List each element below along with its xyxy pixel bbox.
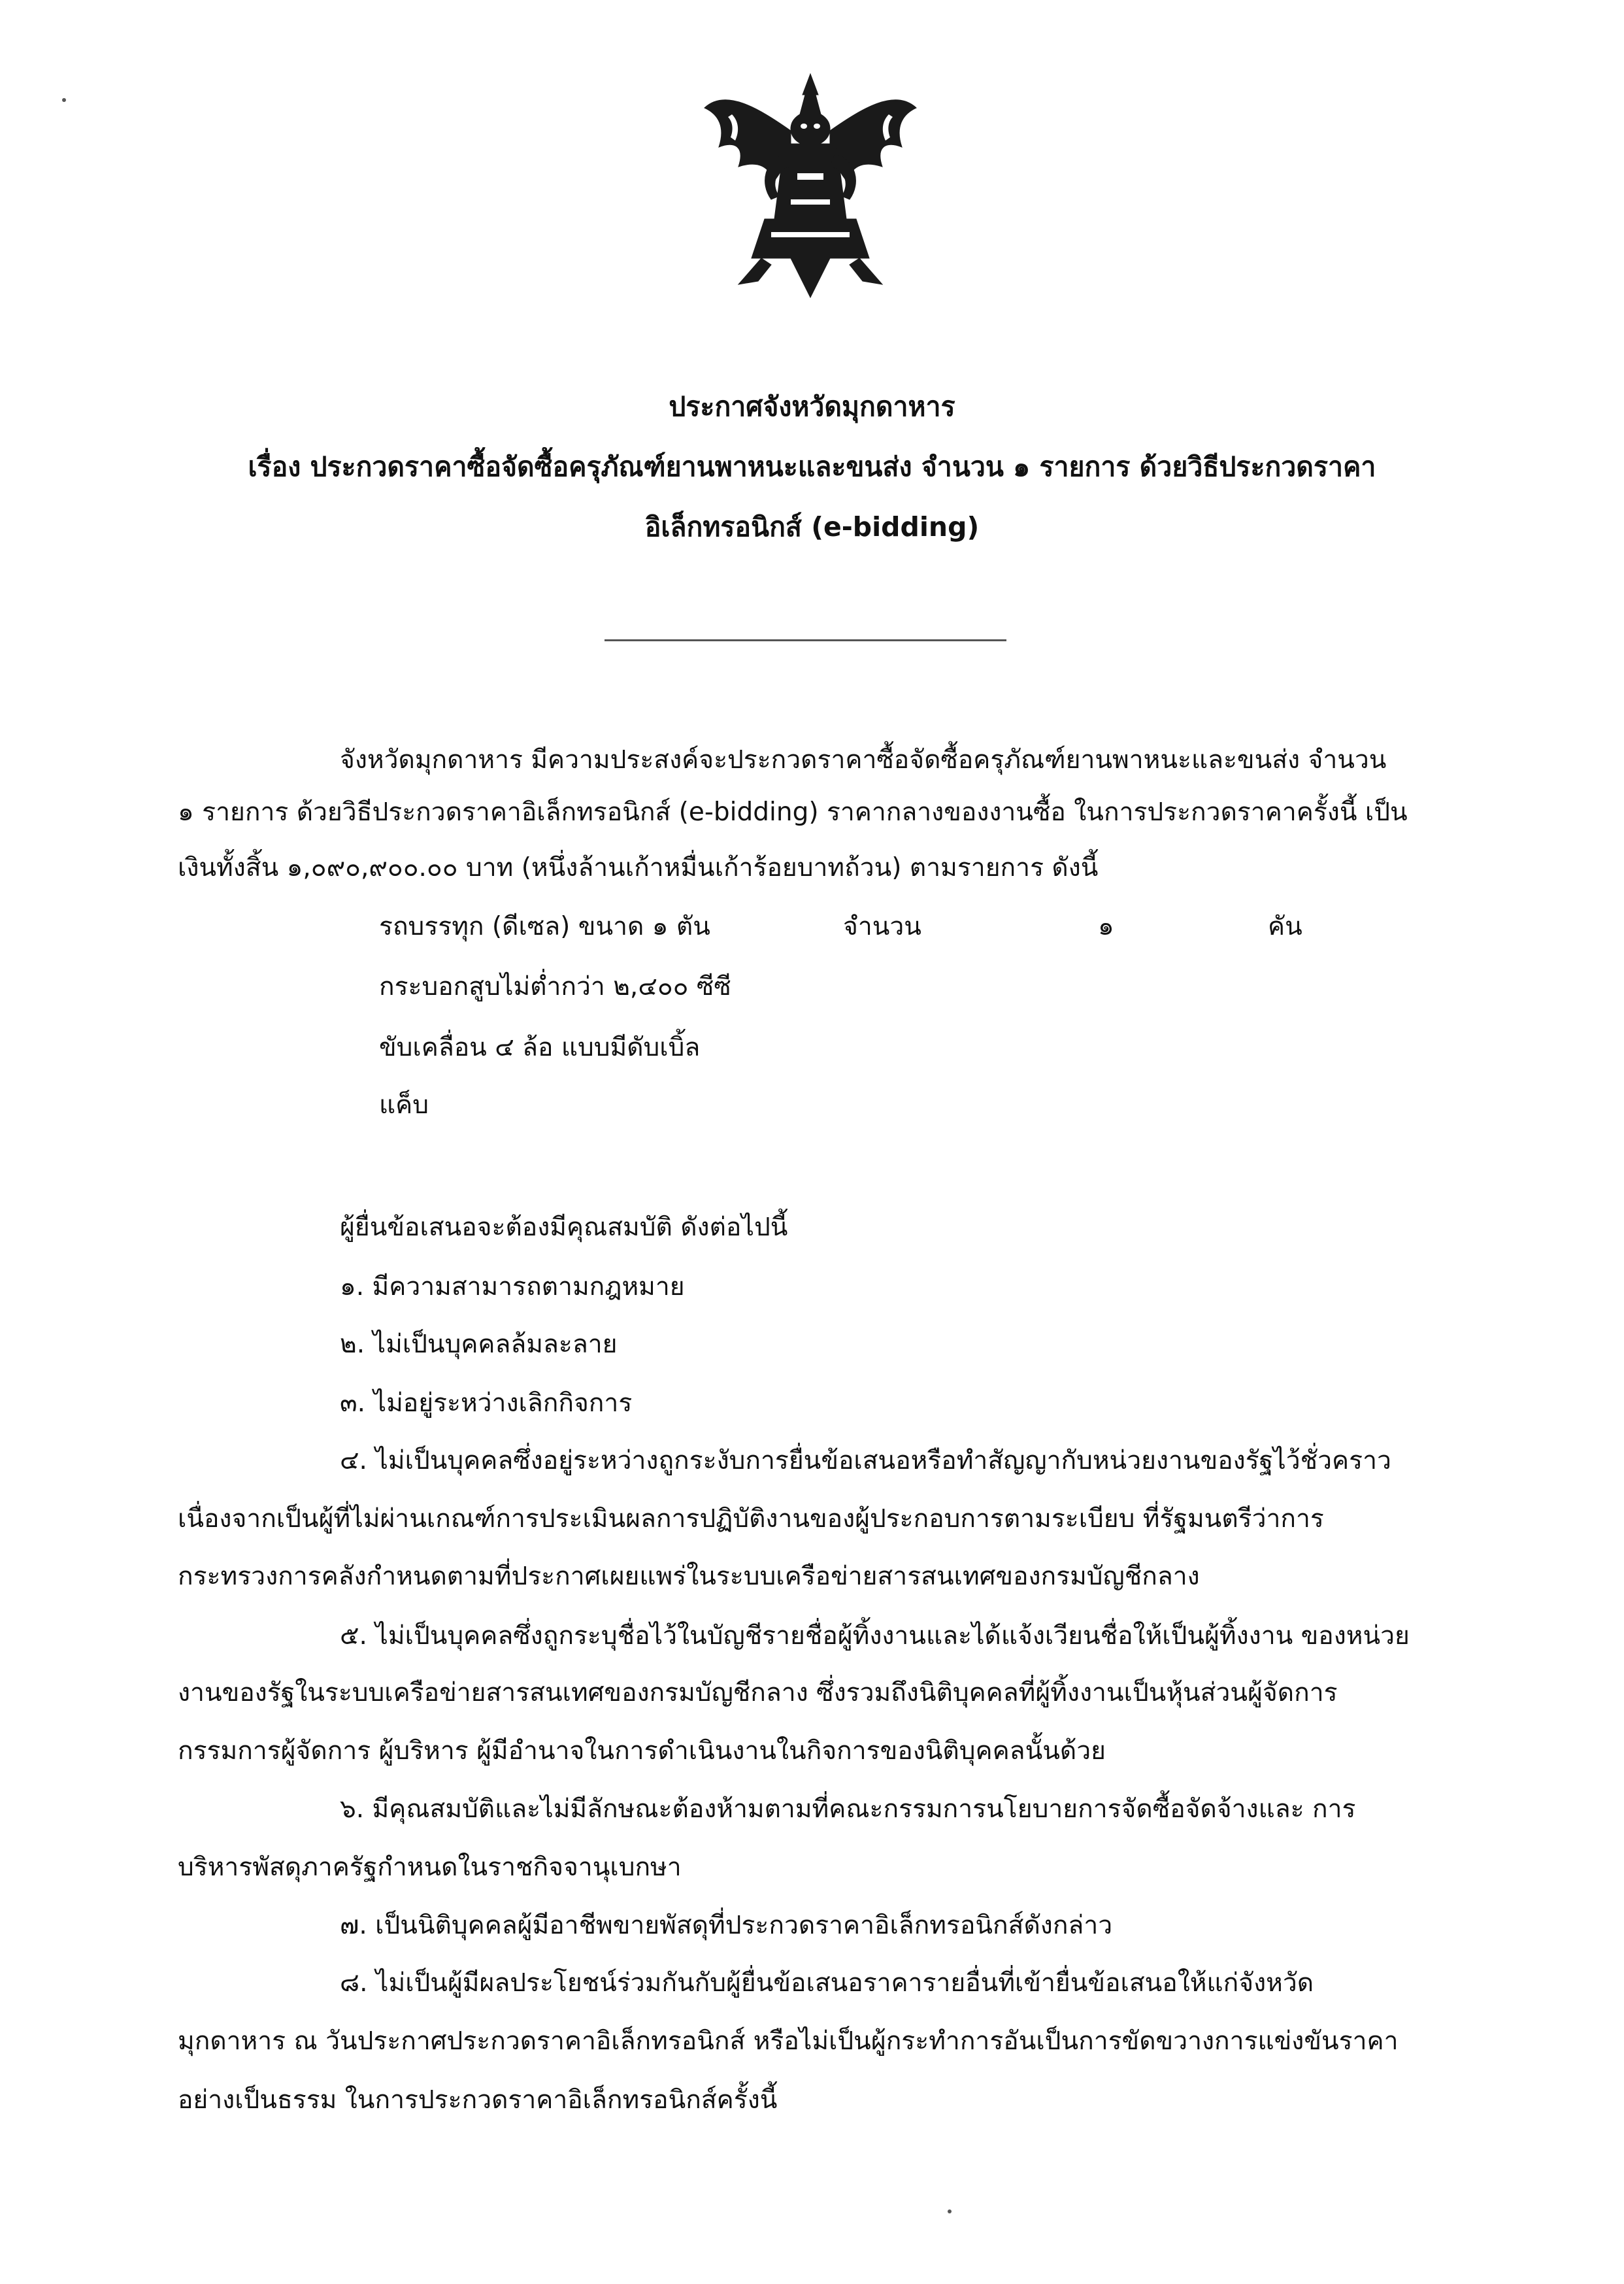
item-description-line-3: ขับเคลื่อน ๔ ล้อ แบบมีดับเบิ้ล bbox=[379, 1033, 701, 1062]
item-quantity: ๑ bbox=[1098, 912, 1114, 941]
scan-speck bbox=[948, 2209, 952, 2213]
item-description-line-2: กระบอกสูบไม่ต่ำกว่า ๒,๔๐๐ ซีซี bbox=[379, 972, 731, 1001]
qualification-line: กรรมการผู้จัดการ ผู้บริหาร ผู้มีอำนาจในการดำเนินงานในกิจการของนิติบุคคลนั้นด้วย bbox=[178, 1736, 1106, 1766]
item-unit: คัน bbox=[1268, 912, 1302, 941]
qualification-line: ๔. ไม่เป็นบุคคลซึ่งอยู่ระหว่างถูกระงับการยื่นข้อเสนอหรือทำสัญญากับหน่วยงานของรัฐไว้ชั่วคราว bbox=[340, 1446, 1391, 1475]
announcement-subject-line-1: เรื่อง ประกวดราคาซื้อจัดซื้อครุภัณฑ์ยานพาหนะและขนส่ง จำนวน ๑ รายการ ด้วยวิธีประกวดราคา bbox=[248, 451, 1376, 482]
garuda-emblem-icon bbox=[699, 69, 921, 301]
heading-divider bbox=[605, 639, 1006, 641]
qualification-line: บริหารพัสดุภาครัฐกำหนดในราชกิจจานุเบกษา bbox=[178, 1853, 682, 1882]
qualification-line: เนื่องจากเป็นผู้ที่ไม่ผ่านเกณฑ์การประเมินผลการปฏิบัติงานของผู้ประกอบการตามระเบียบ ที่รัฐมนตรีว่าการ bbox=[178, 1504, 1324, 1534]
qualification-line: ๓. ไม่อยู่ระหว่างเลิกกิจการ bbox=[340, 1388, 633, 1418]
announcement-title: ประกาศจังหวัดมุกดาหาร bbox=[669, 391, 955, 422]
qualification-line: ๒. ไม่เป็นบุคคลล้มละลาย bbox=[340, 1330, 618, 1359]
qualification-line: ๑. มีความสามารถตามกฎหมาย bbox=[340, 1272, 685, 1302]
qualification-line: ๘. ไม่เป็นผู้มีผลประโยชน์ร่วมกันกับผู้ยื่นข้อเสนอราคารายอื่นที่เข้ายื่นข้อเสนอให้แก่จังหวัด bbox=[340, 1968, 1314, 1998]
scan-speck bbox=[62, 98, 66, 102]
item-description-line-1: รถบรรทุก (ดีเซล) ขนาด ๑ ตัน bbox=[379, 912, 710, 941]
item-quantity-label: จำนวน bbox=[843, 912, 921, 941]
qualification-line: ๖. มีคุณสมบัติและไม่มีลักษณะต้องห้ามตามที่คณะกรรมการนโยบายการจัดซื้อจัดจ้างและ การ bbox=[340, 1794, 1356, 1824]
qualification-line: งานของรัฐในระบบเครือข่ายสารสนเทศของกรมบัญชีกลาง ซึ่งรวมถึงนิติบุคคลที่ผู้ทิ้งงานเป็นหุ้นส่วนผู้จัดการ bbox=[178, 1678, 1338, 1707]
intro-line-2: ๑ รายการ ด้วยวิธีประกวดราคาอิเล็กทรอนิกส์ (e-bidding) ราคากลางของงานซื้อ ในการประกวดราคาครั้งนี้ เป็น bbox=[178, 798, 1408, 827]
intro-line-1: จังหวัดมุกดาหาร มีความประสงค์จะประกวดราคาซื้อจัดซื้อครุภัณฑ์ยานพาหนะและขนส่ง จำนวน bbox=[340, 745, 1387, 775]
qualification-line: มุกดาหาร ณ วันประกาศประกวดราคาอิเล็กทรอนิกส์ หรือไม่เป็นผู้กระทำการอันเป็นการขัดขวางการแข่งขันราคา bbox=[178, 2026, 1399, 2056]
qualification-line: กระทรวงการคลังกำหนดตามที่ประกาศเผยแพร่ในระบบเครือข่ายสารสนเทศของกรมบัญชีกลาง bbox=[178, 1562, 1200, 1591]
announcement-subject-line-2: อิเล็กทรอนิกส์ (e-bidding) bbox=[644, 511, 980, 543]
item-description-line-4: แค็บ bbox=[379, 1090, 429, 1120]
intro-line-3: เงินทั้งสิ้น ๑,๐๙๐,๙๐๐.๐๐ บาท (หนึ่งล้านเก้าหมื่นเก้าร้อยบาทถ้วน) ตามรายการ ดังนี้ bbox=[178, 853, 1099, 882]
qualification-line: ๕. ไม่เป็นบุคคลซึ่งถูกระบุชื่อไว้ในบัญชีรายชื่อผู้ทิ้งงานและได้แจ้งเวียนชื่อให้เป็นผู้ทิ้งงาน ของหน่วย bbox=[340, 1621, 1410, 1651]
qualifications-heading: ผู้ยื่นข้อเสนอจะต้องมีคุณสมบัติ ดังต่อไปนี้ bbox=[340, 1213, 788, 1242]
qualification-line: ๗. เป็นนิติบุคคลผู้มีอาชีพขายพัสดุที่ประกวดราคาอิเล็กทรอนิกส์ดังกล่าว bbox=[340, 1911, 1113, 1940]
qualification-line: อย่างเป็นธรรม ในการประกวดราคาอิเล็กทรอนิกส์ครั้งนี้ bbox=[178, 2085, 778, 2115]
